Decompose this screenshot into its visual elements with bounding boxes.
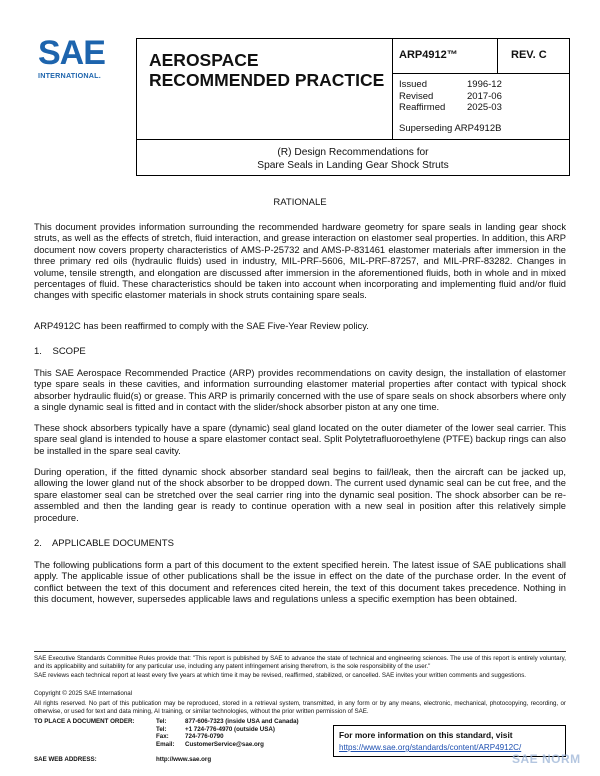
title-line1: (R) Design Recommendations for — [277, 147, 429, 158]
date-issued-value: 1996-12 — [467, 79, 502, 90]
rationale-paragraph-1: This document provides information surrounding the recommended hardware geometry for spare seals in landing gear shock struts, as well as the effects of stretch, fluid interaction, and grease interaction on elastomer seal properties. In addition, this ARP document now covers property characteristics of AMS-P-25732 and AMS-P-831461 elastomer materials after immersion in the three primary red oils (hydraulic fluids) used in industry, MIL-PRF-5606, MIL-PRF-87257, and MIL-PRF-83282. Changes in volume, tensile strength, and elongation are discussed after immersion in the aforementioned fluids, both in whole and in mixed percentages of fluid. These characteristics should be taken into account when incorporating and implementing fluid and/or fluid changes with specific elastomer materials in shock struts containing spare seals. — [34, 222, 566, 301]
doc-type — [149, 50, 384, 90]
doc-number: ARP4912™ — [399, 49, 458, 61]
contact-label-0: Tel: — [156, 718, 167, 725]
footer-rules: SAE Executive Standards Committee Rules provide that: "This report is published by SAE to advance the state of technical and engineering sciences. The use of this report is entirely voluntary, and its applicability and suitability for any particular use, including any patent infringement arising therefrom, is the sole responsibility of the user." — [34, 655, 566, 670]
doc-type-line1: AEROSPACE — [149, 50, 259, 70]
revision: REV. C — [511, 49, 547, 61]
more-info-text: For more information on this standard, visit — [339, 730, 513, 740]
date-revised-label: Revised — [399, 90, 434, 102]
document-title — [137, 147, 569, 172]
rationale-paragraph-2: ARP4912C has been reaffirmed to comply with the SAE Five-Year Review policy. — [34, 321, 369, 331]
contact-label-3: Email: — [156, 740, 175, 748]
doc-type-cell — [137, 39, 393, 139]
scope-paragraph-1: This SAE Aerospace Recommended Practice (ARP) provides recommendations on cavity design, the installation of elastomer type spare seals in these cavities, and information surrounding elastomer material properties after contact with typical shock absorber hydraulic fluid(s) or grease. This ARP is primarily concerned with the use of spare seals on shock absorbers where only a single dynamic seal is fitted and in contact with the slider/shock absorber piston at any one time. — [34, 368, 566, 413]
standard-link[interactable]: https://www.sae.org/standards/content/ARP4912C/ — [339, 743, 522, 752]
title-cell — [137, 139, 569, 177]
footer-review: SAE reviews each technical report at least every five years at which time it may be revised, reaffirmed, stabilized, or cancelled. SAE invites your written comments and suggestions. — [34, 672, 527, 679]
scope-paragraph-3: During operation, if the fitted dynamic shock absorber standard seal begins to fail/leak, then the aircraft can be jacked up, allowing the lower gland nut of the shock absorber to be dropped down. The current used dynamic seal can be cut free, and the spare elastomer seal can be stretched over the seal carrier ring into the dynamic seal position. The shock absorber can be re-assembled and then the landing gear is ready to continue operation with a new seal in position after this relatively simple procedure. — [34, 467, 566, 523]
contact-label-2: Fax: — [156, 733, 169, 740]
revision-cell — [497, 39, 570, 74]
applicable-documents-heading: 2. APPLICABLE DOCUMENTS — [34, 538, 174, 549]
footer-rights: All rights reserved. No part of this publication may be reproduced, stored in a retrieval system, transmitted, in any form or by any means, electronic, mechanical, photocopying, recording, or otherwise, or used for text and data mining, AI training, or similar technologies, without the prior written permission of SAE. — [34, 700, 566, 715]
order-label: TO PLACE A DOCUMENT ORDER: — [34, 718, 135, 725]
date-revised-value: 2017-06 — [467, 90, 502, 102]
contact-value-0: 877-606-7323 (inside USA and Canada) — [185, 718, 299, 725]
logo-mark: SAE — [38, 34, 105, 72]
scope-heading: 1. SCOPE — [34, 346, 86, 357]
doc-number-cell — [392, 39, 498, 74]
web-address[interactable]: http://www.sae.org — [156, 756, 212, 763]
contact-value-2: 724-776-0790 — [185, 733, 224, 740]
contact-value-3[interactable]: CustomerService@sae.org — [185, 740, 264, 748]
date-reaffirmed-label: Reaffirmed — [399, 102, 446, 113]
dates-cell — [392, 73, 570, 139]
rationale-heading: RATIONALE — [273, 197, 327, 208]
footer-copyright: Copyright © 2025 SAE International — [34, 690, 133, 697]
sae-logo — [38, 34, 128, 88]
document-header-table — [136, 38, 570, 176]
footer-divider — [34, 651, 566, 652]
doc-type-line2: RECOMMENDED PRACTICE — [149, 70, 385, 90]
date-reaffirmed-value: 2025-03 — [467, 102, 502, 113]
logo-subtitle: INTERNATIONAL. — [38, 71, 101, 80]
applicable-documents-paragraph: The following publications form a part of this document to the extent specified herein. The latest issue of SAE publications shall apply. The applicable issue of other publications shall be the issue in effect on the date of the purchase order. In the event of conflict between the text of this document and references cited herein, the text of this document takes precedence. Nothing in this document, however, supersedes applicable laws and regulations unless a specific exemption has been obtained. — [34, 560, 566, 605]
scope-paragraph-2: These shock absorbers typically have a spare (dynamic) seal gland located on the outer diameter of the lower seal carrier. This spare seal gland is intended to house a spare elastomer contact seal. Split Polytetrafluoroethylene (PTFE) backup rings can also be installed in the spare seal cavity. — [34, 423, 566, 456]
superseding: Superseding ARP4912B — [399, 123, 502, 134]
contact-label-1: Tel: — [156, 725, 167, 733]
web-label: SAE WEB ADDRESS: — [34, 756, 97, 763]
watermark: SAE NORM — [512, 752, 581, 766]
date-issued-label: Issued — [399, 79, 427, 90]
title-line2: Spare Seals in Landing Gear Shock Struts — [257, 159, 449, 171]
contact-value-1: +1 724-776-4970 (outside USA) — [185, 725, 275, 733]
